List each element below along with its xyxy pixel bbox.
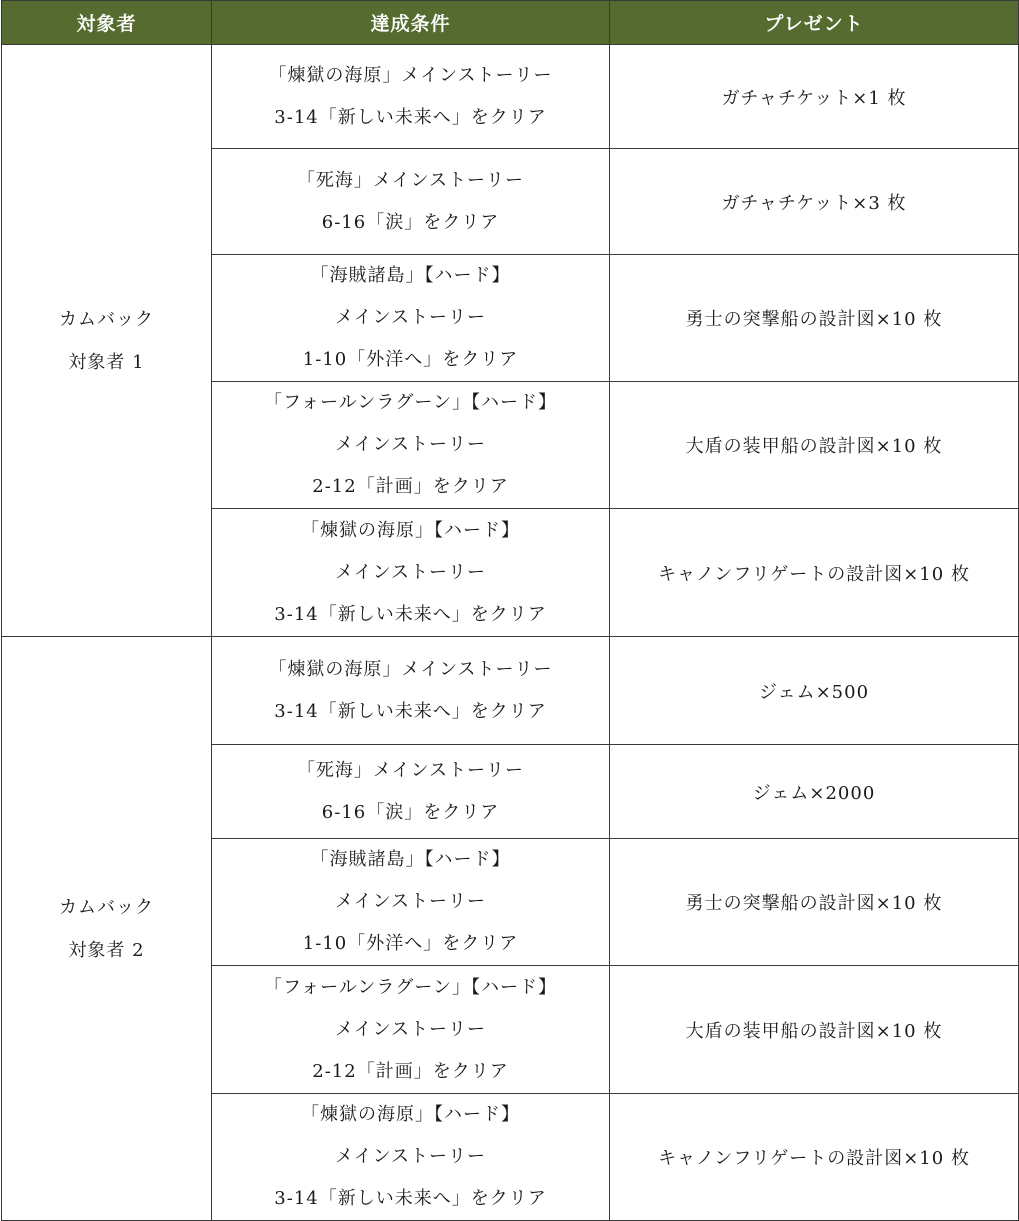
reward-cell: ガチャチケット×1 枚: [610, 45, 1019, 149]
condition-cell: [212, 637, 610, 745]
condition-line: メインストーリー: [334, 561, 487, 583]
condition-line: 2-12「計画」をクリア: [312, 476, 509, 497]
condition-line: 1-10「外洋へ」をクリア: [302, 349, 519, 370]
table-row: [2, 45, 1019, 149]
target-cell: [2, 45, 212, 637]
condition-line: 3-14「新しい未来へ」をクリア: [274, 603, 547, 625]
table-row: [2, 637, 1019, 745]
comeback-reward-table: [1, 0, 1019, 1221]
reward-cell: ガチャチケット×3 枚: [610, 149, 1019, 255]
condition-line: 6-16「涙」をクリア: [321, 211, 500, 233]
condition-line: 「煉獄の海原」メインストーリー: [268, 658, 553, 680]
reward-cell: ジェム×2000: [610, 745, 1019, 839]
condition-cell: [212, 45, 610, 149]
condition-line: 6-16「涙」をクリア: [321, 801, 500, 823]
condition-line: メインストーリー: [334, 1146, 487, 1167]
condition-cell: [212, 382, 610, 509]
header-target: 対象者: [2, 1, 212, 45]
condition-cell: [212, 1094, 610, 1221]
reward-cell: 大盾の装甲船の設計図×10 枚: [610, 966, 1019, 1094]
header-row: [2, 1, 1019, 45]
table-body: [2, 45, 1019, 1221]
condition-cell: [212, 149, 610, 255]
condition-line: メインストーリー: [334, 434, 487, 455]
condition-cell: [212, 745, 610, 839]
condition-line: 「海賊諸島」【ハード】: [310, 265, 511, 286]
reward-cell: ジェム×500: [610, 637, 1019, 745]
condition-cell: [212, 839, 610, 966]
condition-line: メインストーリー: [334, 1018, 487, 1040]
target-label-line: カムバック: [59, 896, 154, 918]
condition-line: 2-12「計画」をクリア: [312, 1060, 509, 1082]
condition-line: 3-14「新しい未来へ」をクリア: [274, 700, 547, 722]
target-label-line: 対象者 1: [68, 351, 145, 373]
condition-line: 「フォールンラグーン」【ハード】: [264, 976, 557, 998]
condition-cell: [212, 255, 610, 382]
reward-cell: 大盾の装甲船の設計図×10 枚: [610, 382, 1019, 509]
condition-line: 「煉獄の海原」【ハード】: [301, 1104, 520, 1125]
reward-cell: キャノンフリゲートの設計図×10 枚: [610, 509, 1019, 637]
condition-line: 「死海」メインストーリー: [296, 759, 525, 781]
target-label-line: 対象者 2: [68, 939, 145, 961]
reward-cell: 勇士の突撃船の設計図×10 枚: [610, 255, 1019, 382]
condition-line: 「死海」メインストーリー: [296, 169, 525, 191]
target-label-line: カムバック: [59, 308, 154, 330]
condition-line: 3-14「新しい未来へ」をクリア: [274, 106, 547, 128]
reward-cell: キャノンフリゲートの設計図×10 枚: [610, 1094, 1019, 1221]
table-header: [2, 1, 1019, 45]
condition-line: メインストーリー: [334, 891, 487, 912]
condition-line: 「煉獄の海原」メインストーリー: [268, 64, 553, 86]
reward-cell: 勇士の突撃船の設計図×10 枚: [610, 839, 1019, 966]
condition-line: 「海賊諸島」【ハード】: [310, 849, 511, 870]
target-cell: [2, 637, 212, 1221]
condition-line: 「煉獄の海原」【ハード】: [301, 519, 520, 541]
condition-line: 「フォールンラグーン」【ハード】: [264, 392, 557, 413]
header-condition: 達成条件: [212, 1, 610, 45]
condition-line: 3-14「新しい未来へ」をクリア: [274, 1188, 547, 1209]
condition-cell: [212, 966, 610, 1094]
condition-line: 1-10「外洋へ」をクリア: [302, 933, 519, 954]
condition-cell: [212, 509, 610, 637]
header-reward: プレゼント: [610, 1, 1019, 45]
condition-line: メインストーリー: [334, 307, 487, 328]
